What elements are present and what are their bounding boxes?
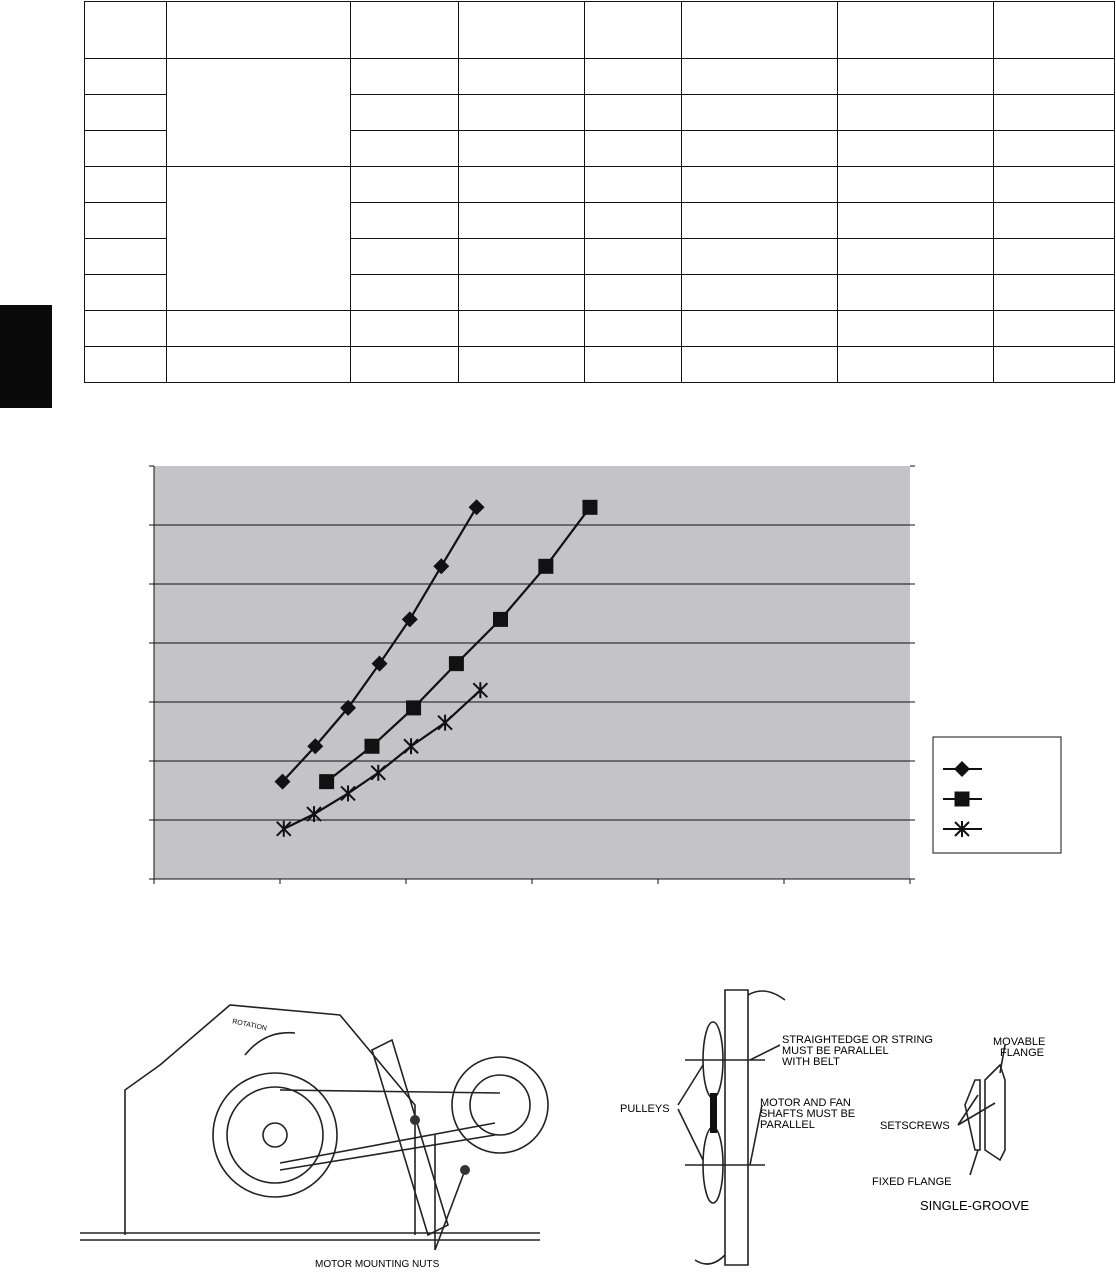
table-cell: [994, 59, 1115, 95]
table-cell: [585, 311, 682, 347]
shafts-label: PARALLEL: [760, 1119, 815, 1131]
blower-belt-adjustment-figure: [80, 995, 560, 1270]
table-header-cell: [585, 2, 682, 59]
table-header-row: [85, 2, 1115, 59]
table-row: [85, 311, 1115, 347]
table-cell: [838, 275, 994, 311]
table-cell: [585, 275, 682, 311]
fixed-flange: [965, 1080, 980, 1150]
table-cell: [838, 239, 994, 275]
table-row: [85, 167, 1115, 203]
table-cell-merged: [167, 59, 351, 167]
table-cell: [351, 239, 459, 275]
table-cell: [85, 167, 167, 203]
data-point: [582, 500, 597, 515]
straightedge-label: MUST BE PARALLEL: [782, 1045, 889, 1057]
table-cell: [682, 275, 838, 311]
straightedge-label: STRAIGHTEDGE OR STRING: [782, 1034, 933, 1046]
table-row: [85, 59, 1115, 95]
table-cell: [459, 275, 585, 311]
table-cell: [838, 347, 994, 383]
setscrews-label: SETSCREWS: [880, 1120, 950, 1132]
straightedge: [725, 990, 748, 1265]
mounting-nut: [410, 1115, 420, 1125]
table-cell: [459, 203, 585, 239]
table-cell: [585, 203, 682, 239]
table-cell: [459, 95, 585, 131]
straightedge-label: WITH BELT: [782, 1056, 840, 1068]
leader-line: [958, 1103, 995, 1125]
table-cell: [585, 167, 682, 203]
table-cell: [85, 59, 167, 95]
leader-line: [678, 1065, 703, 1105]
movable-flange-label: FLANGE: [1000, 1047, 1045, 1059]
table-cell: [85, 203, 167, 239]
table-cell: [682, 239, 838, 275]
table-cell: [459, 131, 585, 167]
drive-belt: [280, 1123, 495, 1163]
table-cell: [838, 167, 994, 203]
table-cell: [85, 95, 167, 131]
blower-housing: [125, 1005, 415, 1235]
table-cell: [838, 311, 994, 347]
table-cell: [351, 59, 459, 95]
plot-area: [154, 466, 910, 879]
table-cell: [838, 95, 994, 131]
table-cell: [682, 59, 838, 95]
table-cell: [459, 311, 585, 347]
rotation-arrow-icon: [245, 1033, 295, 1055]
table-cell: [85, 311, 167, 347]
table-cell: [585, 239, 682, 275]
table-header-cell: [167, 2, 351, 59]
table-header-cell: [682, 2, 838, 59]
pulley-alignment-figure: [600, 985, 1110, 1270]
table-cell: [682, 311, 838, 347]
table-cell: [682, 95, 838, 131]
motor-pulley: [452, 1057, 548, 1153]
table-cell: [838, 59, 994, 95]
table-cell: [994, 167, 1115, 203]
data-point: [449, 656, 464, 671]
table-header-cell: [85, 2, 167, 59]
hand-top: [748, 991, 785, 1000]
table-cell: [351, 131, 459, 167]
table-cell: [351, 167, 459, 203]
table-header-cell: [459, 2, 585, 59]
table-cell: [585, 131, 682, 167]
table-cell: [682, 167, 838, 203]
drive-belt: [280, 1135, 495, 1170]
drive-belt: [280, 1090, 500, 1093]
table-cell: [351, 203, 459, 239]
table-cell: [838, 131, 994, 167]
movable-flange-label: MOVABLE: [993, 1036, 1046, 1048]
leader-line: [970, 1150, 978, 1175]
table-cell: [459, 347, 585, 383]
blower-wheel: [213, 1073, 337, 1197]
table-cell: [85, 275, 167, 311]
table-header-cell: [351, 2, 459, 59]
table-header-cell: [994, 2, 1115, 59]
pulleys-label: PULLEYS: [620, 1103, 670, 1115]
table-cell: [459, 167, 585, 203]
table-row: [85, 347, 1115, 383]
table-cell: [994, 311, 1115, 347]
table-cell: [585, 59, 682, 95]
table-cell: [459, 239, 585, 275]
table-cell: [585, 95, 682, 131]
table-cell: [351, 95, 459, 131]
table-cell: [351, 311, 459, 347]
table-cell: [459, 59, 585, 95]
single-groove-label: SINGLE-GROOVE: [920, 1198, 1030, 1213]
leader-line: [750, 1045, 780, 1060]
table-header-cell: [838, 2, 994, 59]
data-point: [319, 774, 334, 789]
table-cell: [994, 95, 1115, 131]
table-cell: [994, 347, 1115, 383]
table-cell: [85, 347, 167, 383]
table-cell: [994, 203, 1115, 239]
table-cell: [994, 239, 1115, 275]
shafts-label: MOTOR AND FAN: [760, 1097, 851, 1109]
specification-table: [84, 1, 1115, 383]
drive-belt: [710, 1093, 717, 1133]
performance-line-chart: [0, 440, 1116, 890]
table-cell: [838, 203, 994, 239]
table-cell: [351, 347, 459, 383]
shafts-label: SHAFTS MUST BE: [760, 1108, 856, 1120]
section-tab-marker: [0, 305, 52, 408]
table-cell: [585, 347, 682, 383]
data-point: [364, 739, 379, 754]
table-cell: [994, 275, 1115, 311]
table-cell: [351, 275, 459, 311]
table-cell: [85, 131, 167, 167]
data-point: [493, 612, 508, 627]
leader-line: [678, 1109, 703, 1160]
table-cell: [994, 131, 1115, 167]
motor-mounting-nuts-label: MOTOR MOUNTING NUTS: [315, 1259, 440, 1270]
table-cell: [85, 239, 167, 275]
movable-flange: [985, 1065, 1005, 1160]
motor-mount-bracket: [372, 1040, 448, 1235]
mounting-nut: [460, 1165, 470, 1175]
legend-marker: [955, 792, 970, 807]
rotation-label: ROTATION: [231, 1018, 268, 1033]
table-cell: [167, 347, 351, 383]
table-cell: [682, 203, 838, 239]
leader-line: [435, 1170, 465, 1250]
hand-bottom: [695, 1255, 725, 1264]
fixed-flange-label: FIXED FLANGE: [872, 1176, 952, 1188]
table-cell: [167, 311, 351, 347]
table-cell-merged: [167, 167, 351, 311]
data-point: [406, 700, 421, 715]
blower-hub: [263, 1123, 287, 1147]
chart-legend: [933, 737, 1061, 853]
table-cell: [682, 347, 838, 383]
data-point: [538, 559, 553, 574]
table-cell: [682, 131, 838, 167]
blower-wheel-inner: [227, 1087, 323, 1183]
